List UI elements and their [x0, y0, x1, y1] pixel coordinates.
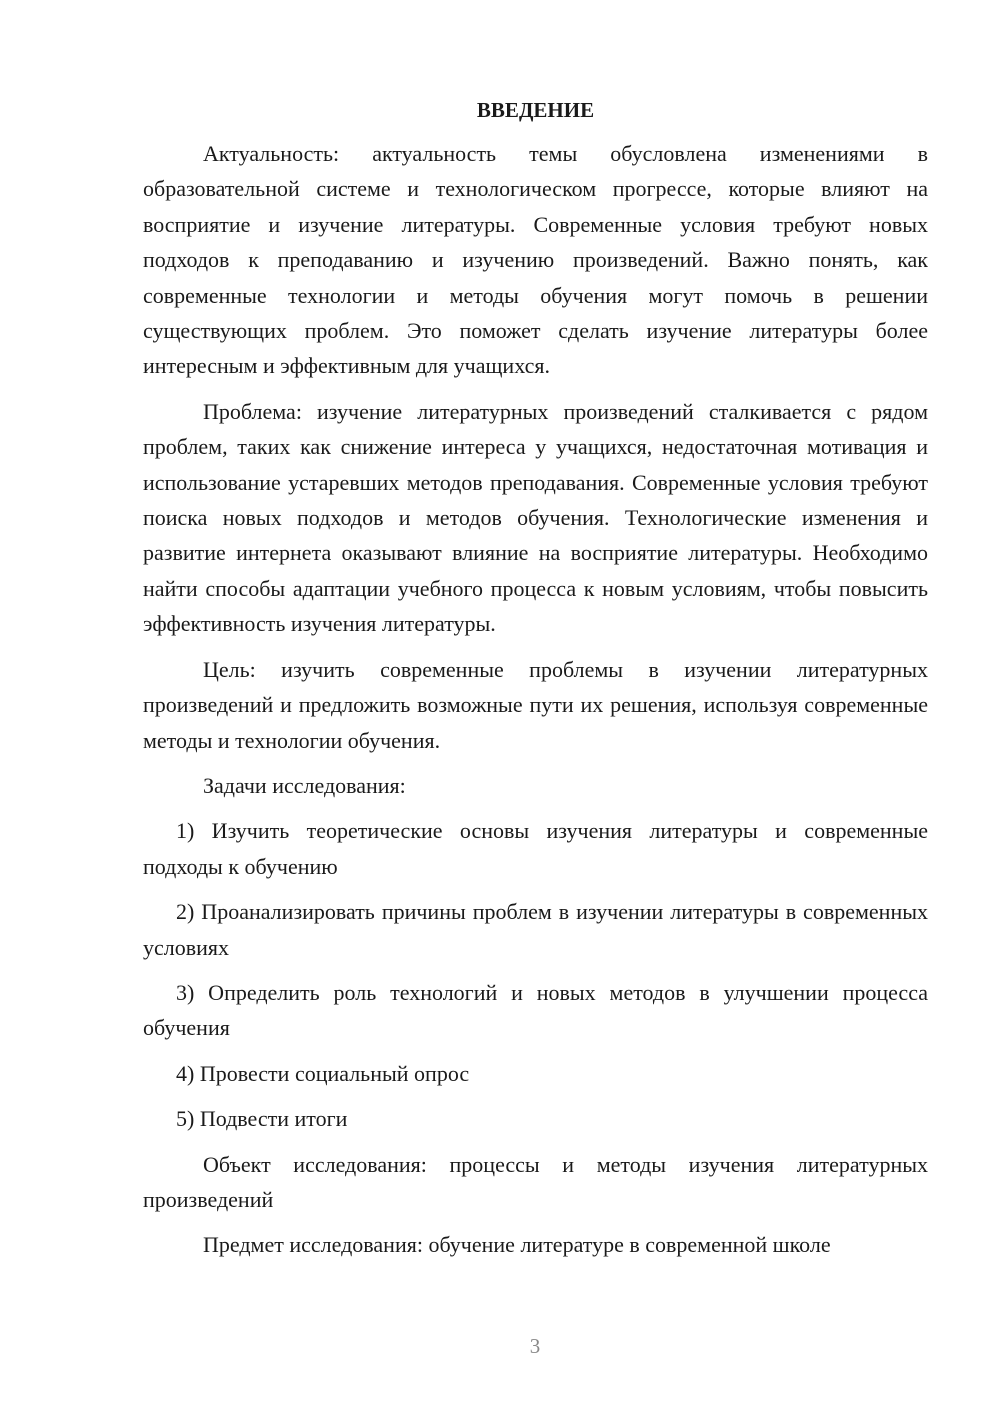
tasks-heading: Задачи исследования: — [203, 772, 406, 798]
page-number: 3 — [529, 1334, 541, 1358]
task-item-5: 5) Подвести итоги — [176, 1106, 348, 1132]
research-object-paragraph: Объект исследования: процессы и методы изучения литературных произведений — [143, 1151, 928, 1212]
section-title: ВВЕДЕНИЕ — [476, 98, 595, 122]
goal-paragraph: Цель: изучить современные проблемы в изучении литературных произведений и предложить возможные пути их решения, используя современные методы и технологии обучения. — [143, 656, 928, 753]
task-item-4: 4) Провести социальный опрос — [176, 1060, 470, 1086]
relevance-paragraph: Актуальность: актуальность темы обусловлена изменениями в образовательной системе и технологическом прогрессе, которые влияют на восприятие и изучение литературы. Современные условия требуют новых подходов к преподаванию и изучению произведений. Важно понять, как современные технологии и методы обучения могут помочь в решении существующих проблем. Это поможет сделать изучение литературы более интересным и эффективным для учащихся. — [143, 141, 928, 379]
research-subject-paragraph: Предмет исследования: обучение литературе в современной школе — [203, 1232, 831, 1258]
document-page — [143, 94, 928, 1273]
task-item-2: 2) Проанализировать причины проблем в изучении литературы в современных условиях — [143, 899, 928, 960]
task-item-1: 1) Изучить теоретические основы изучения литературы и современные подходы к обучению — [143, 818, 928, 879]
problem-paragraph: Проблема: изучение литературных произведений сталкивается с рядом проблем, таких как снижение интереса у учащихся, недостаточная мотивация и использование устаревших методов преподавания. Современные условия требуют поиска новых подходов и методов обучения. Технологические изменения и развитие интернета оказывают влияние на восприятие литературы. Необходимо найти способы адаптации учебного процесса к новым условиям, чтобы повысить эффективность изучения литературы. — [143, 398, 928, 637]
task-item-3: 3) Определить роль технологий и новых методов в улучшении процесса обучения — [143, 979, 928, 1041]
